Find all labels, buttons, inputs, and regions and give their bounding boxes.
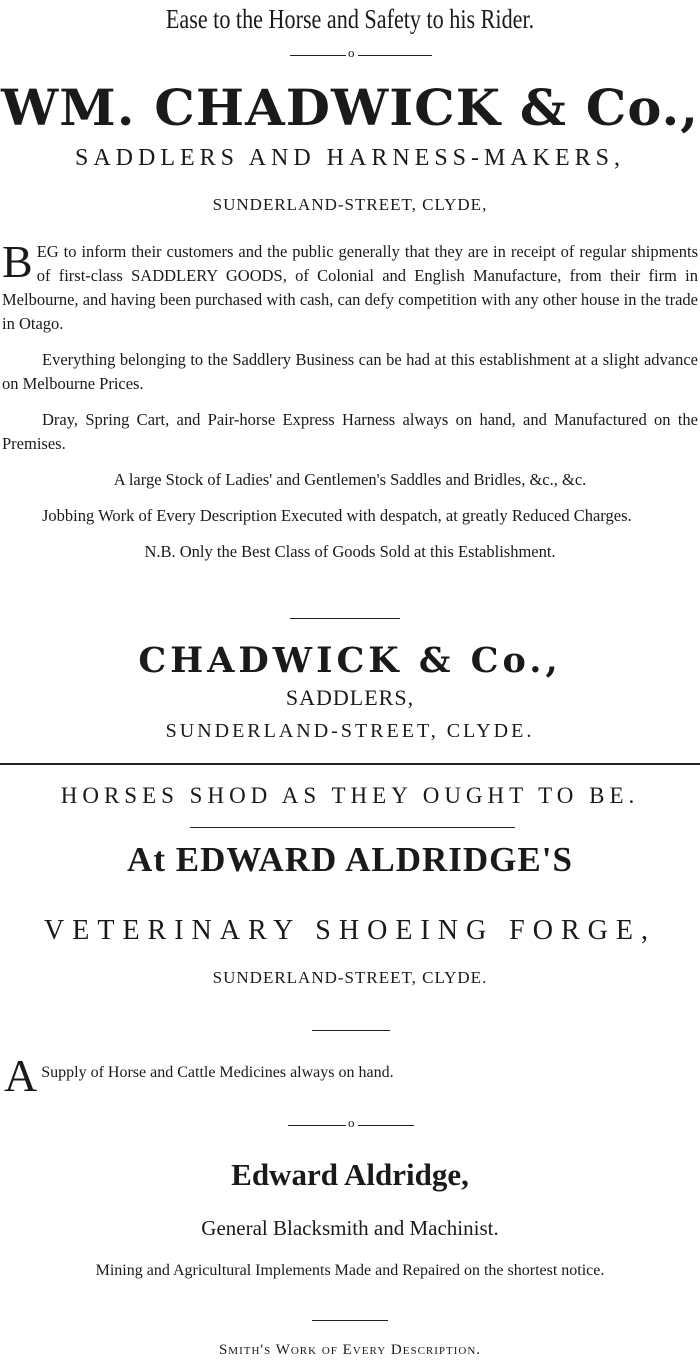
ad-body — [2, 236, 698, 564]
supply-drop-cap: A — [4, 1050, 38, 1101]
services-line: Mining and Agricultural Implements Made and Repaired on the shortest notice. — [95, 1262, 605, 1279]
smiths-work-line — [0, 1342, 700, 1359]
paragraph-saddlery: Everything belonging to the Saddlery Business can be had at this establishment at a slight advance on Melbourne Prices. — [2, 350, 698, 393]
firm-name-heading: WM. CHADWICK & Co., — [0, 78, 700, 137]
intro-paragraph — [2, 236, 698, 336]
paragraph-stock: A large Stock of Ladies' and Gentlemen's Saddles and Bridles, &c., &c. — [113, 470, 587, 489]
proprietor-name: Edward Aldridge, — [231, 1157, 469, 1192]
headline-rule — [190, 827, 515, 828]
headline: HORSES SHOD AS THEY OUGHT TO BE. — [60, 783, 640, 808]
smiths-text: Smith's Work of Every Description. — [218, 1342, 482, 1358]
short-divider — [290, 618, 400, 619]
business-type: VETERINARY SHOEING FORGE, — [44, 915, 656, 946]
address-line: SUNDERLAND-STREET, CLYDE, — [212, 195, 488, 214]
paragraph-harness: Dray, Spring Cart, and Pair-horse Express Harness always on hand, and Manufactured on the Premises. — [2, 410, 698, 453]
section-divider — [0, 763, 700, 765]
ornamental-divider — [0, 45, 700, 64]
proprietor-role: General Blacksmith and Machinist. — [201, 1216, 499, 1240]
tagline: Ease to the Horse and Safety to his Rider. — [165, 4, 535, 34]
signoff-address: SUNDERLAND-STREET, CLYDE. — [165, 720, 535, 742]
divider-ornament: o — [348, 45, 355, 60]
signoff-trade: SADDLERS, — [285, 685, 415, 710]
intro-text: EG to inform their customers and the public generally that they are in receipt of regular shipments of first-class SADDLERY GOODS, of Colonial and English Manufacture, from their firm in Melbourne, and having been purchased with cash, can defy competition with any other house in the trade in Otago. — [2, 242, 698, 333]
paragraph-nb: N.B. Only the Best Class of Goods Sold at this Establishment. — [144, 542, 556, 561]
forge-address: SUNDERLAND-STREET, CLYDE. — [212, 968, 488, 987]
business-name: At EDWARD ALDRIDGE'S — [127, 840, 573, 879]
short-divider-3 — [312, 1320, 388, 1321]
drop-cap: B — [2, 236, 33, 287]
ornamental-divider-2 — [0, 1115, 700, 1134]
short-divider-2 — [312, 1030, 390, 1031]
supply-line — [4, 1050, 394, 1101]
trade-line: SADDLERS AND HARNESS-MAKERS, — [74, 145, 626, 171]
paragraph-jobbing: Jobbing Work of Every Description Executed with despatch, at greatly Reduced Charges. — [42, 506, 632, 525]
signoff-firm: CHADWICK & Co., — [138, 640, 562, 681]
divider-ornament-2: o — [348, 1115, 355, 1130]
supply-text: Supply of Horse and Cattle Medicines always on hand. — [41, 1064, 394, 1081]
